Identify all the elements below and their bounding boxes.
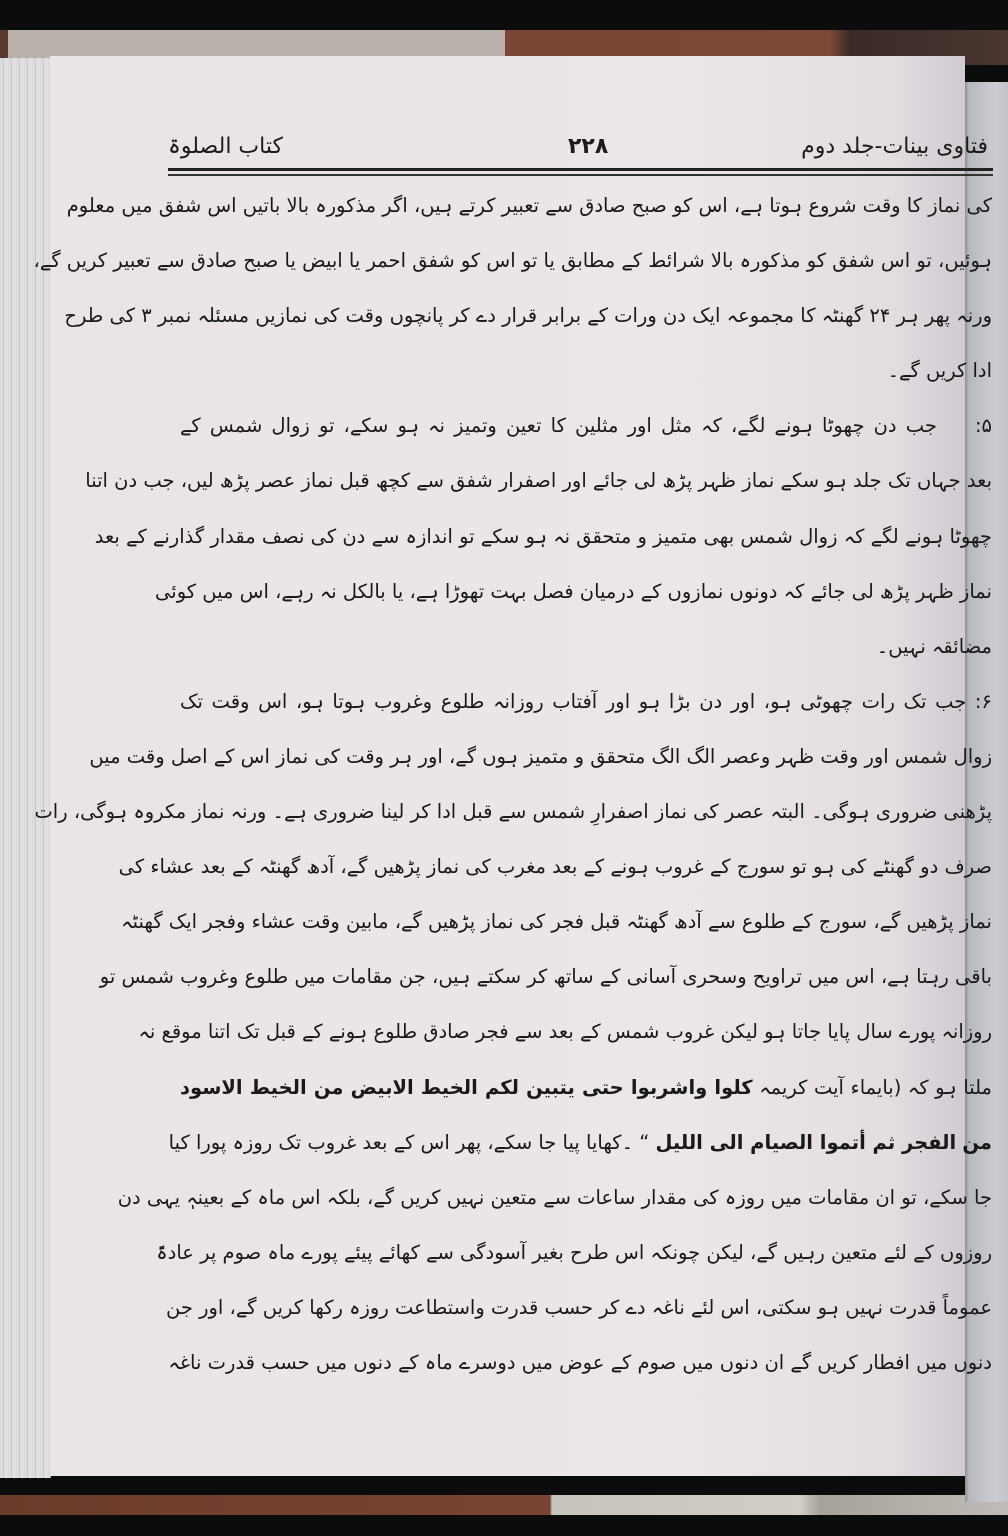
- text-line: چھوٹا ہونے لگے کہ زوال شمس بھی متمیز و متحقق نہ ہو سکے تو اندازہ سے دن کی نصف مقدار گذارنے کے بعد: [94, 524, 992, 548]
- text-line: دنوں میں افطار کریں گے ان دنوں میں صوم کے عوض میں دوسرے ماہ کے دنوں میں حسب قدرت ناغہ: [168, 1350, 992, 1374]
- text-line: روزانہ پورے سال پایا جاتا ہو لیکن غروب شمس کے بعد سے فجر صادق طلوع ہونے کے قبل تک اتنا موقع نہ: [138, 1020, 992, 1044]
- book-page: [33, 56, 992, 1476]
- quote-intro: ملتا ہو کہ (بایماء آیت کریمہ: [759, 1075, 992, 1099]
- text-line-quote-start: [180, 1060, 992, 1115]
- text-line-quote-end: [168, 1115, 992, 1170]
- text-line: باقی رہتا ہے، اس میں تراویح وسحری آسانی کے ساتھ کر سکتے ہیں، جن مقامات میں طلوع وغروب شمس تو: [99, 965, 992, 989]
- text-line: زوال شمس اور وقت ظہر وعصر الگ الگ متحقق و متمیز ہوں گے، اور ہر وقت کی نماز اس کے اصل وقت میں: [89, 744, 992, 768]
- text-line: نماز پڑھیں گے، سورج کے طلوع سے آدھ گھنٹہ قبل فجر کی نماز پڑھیں گے، مابین وقت عشاء وفجر ایک گھنٹہ: [121, 910, 992, 934]
- page-number: ۲۲۸: [568, 134, 609, 159]
- text-line: کی نماز کا وقت شروع ہوتا ہے، اس کو صبح صادق سے تعبیر کرتے ہیں، اگر مذکورہ بالا باتیں اس شفق میں معلوم: [66, 194, 992, 217]
- text-line: مضائقہ نہیں۔: [876, 634, 992, 658]
- text-line: بعد جہاں تک جلد ہو سکے نماز ظہر پڑھ لی جائے اور اصفرار شفق سے کچھ قبل نماز عصر پڑھ لیں، جب دن اتنا: [85, 469, 992, 493]
- item-text: جب دن چھوٹا ہونے لگے، کہ مثل اور مثلین کا تعین وتمیز نہ ہو سکے، تو زوال شمس کے: [180, 414, 937, 438]
- item-number: ۵:: [974, 414, 992, 438]
- quran-quote-word: من: [962, 1130, 992, 1154]
- text-line: ہوئیں، تو اس شفق کو مذکورہ بالا شرائط کے مطابق یا تو اس کو شفق احمر یا ابیض یا صبح صادق سے تعبیر کریں گے،: [33, 249, 992, 273]
- text-line: نماز ظہر پڑھ لی جائے کہ دونوں نمازوں کے درمیان فصل بہت تھوڑا ہے، یا بالکل نہ رہے، اس میں کوئی: [155, 579, 992, 603]
- running-header: [168, 134, 988, 164]
- text-line: عموماً قدرت نہیں ہو سکتی، اس لئے ناغہ دے کر حسب قدرت واستطاعت روزہ رکھا کریں گے، اور جن: [166, 1295, 992, 1319]
- text-line: صرف دو گھنٹے کی ہو تو سورج کے غروب ہونے کے بعد مغرب کی نماز پڑھیں گے، آدھ گھنٹہ کے بعد عشاء کی: [118, 855, 992, 879]
- text-line: ورنہ پھر ہر ۲۴ گھنٹہ کا مجموعہ ایک دن ورات کے برابر قرار دے کر پانچوں وقت کی نمازیں مسئلہ نمبر ۳ کی طرح: [64, 304, 992, 328]
- text-line-item-5: [180, 398, 992, 453]
- book-cover-bottom-edge: [0, 1495, 1008, 1515]
- text-line-item-6: ۶: جب تک رات چھوٹی ہو، اور دن بڑا ہو اور آفتاب روزانہ طلوع وغروب ہوتا ہو، اس وقت تک: [180, 689, 992, 713]
- quote-tail: “ ۔کھایا پیا جا سکے، پھر اس کے بعد غروب تک روزہ پورا کیا: [168, 1130, 650, 1154]
- quran-quote-continued: الفجر ثم أتموا الصيام الى الليل: [655, 1130, 957, 1154]
- text-line: جا سکے، تو ان مقامات میں روزہ کی مقدار ساعات سے متعین نہیں کریں گے، بلکہ اس ماہ کے بعینہٖ یہی دن: [117, 1185, 992, 1209]
- header-double-rule: [168, 168, 993, 176]
- body-text: [33, 178, 992, 1390]
- book-title: فتاوی بینات-جلد دوم: [801, 134, 988, 159]
- text-line: ادا کریں گے۔: [887, 359, 992, 383]
- chapter-title: کتاب الصلوۃ: [168, 134, 283, 159]
- quran-quote: کلوا واشربوا حتی یتبین لکم الخیط الابیض من الخیط الاسود: [180, 1075, 753, 1099]
- text-line: پڑھنی ضروری ہوگی۔ البتہ عصر کی نماز اصفرارِ شمس سے قبل ادا کر لینا ضروری ہے۔ ورنہ نماز مکروہ ہوگی، رات: [34, 800, 992, 824]
- text-line: روزوں کے لئے متعین رہیں گے، لیکن چونکہ اس طرح بغیر آسودگی سے کھائے پیئے پورے ماہ صوم پر عادۃً: [156, 1240, 992, 1264]
